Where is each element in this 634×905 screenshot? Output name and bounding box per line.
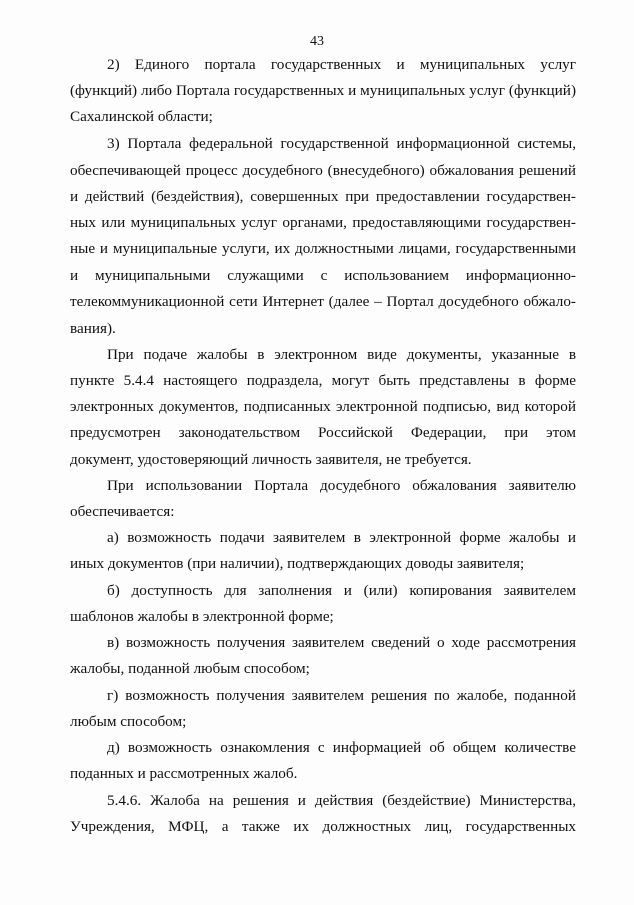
text-line: вания).: [70, 320, 116, 337]
text-line: 3) Портала федеральной государственной информационной системы,: [107, 135, 576, 152]
text-line: и действий (бездействия), совершенных при предоставлении государствен-: [70, 188, 576, 205]
text-line: пункте 5.4.4 настоящего подраздела, могут быть представлены в форме: [70, 372, 576, 389]
text-line: д) возможность ознакомления с информацией об общем количестве: [107, 739, 576, 756]
text-line: любым способом;: [70, 713, 187, 730]
text-line: иных документов (при наличии), подтверждающих доводы заявителя;: [70, 555, 525, 572]
text-line: шаблонов жалобы в электронной форме;: [70, 608, 334, 625]
text-line: ные и муниципальные услуги, их должностными лицами, государственными: [70, 240, 576, 257]
text-line: г) возможность получения заявителем решения по жалобе, поданной: [107, 687, 576, 704]
text-line: и муниципальными служащими с использованием информационно-: [70, 267, 576, 284]
text-line: обеспечивается:: [70, 503, 175, 520]
text-line: документ, удостоверяющий личность заявителя, не требуется.: [70, 451, 472, 468]
text-line: При подаче жалобы в электронном виде документы, указанные в: [107, 346, 576, 363]
text-line: При использовании Портала досудебного обжалования заявителю: [107, 477, 576, 494]
text-line: предусмотрен законодательством Российской Федерации, при этом: [70, 424, 576, 441]
text-line: жалобы, поданной любым способом;: [70, 660, 310, 677]
page-number: 43: [310, 34, 324, 49]
text-line: Учреждения, МФЦ, а также их должностных лиц, государственных: [70, 818, 576, 835]
text-line: телекоммуникационной сети Интернет (далее – Портал досудебного обжало-: [70, 293, 576, 310]
text-line: 2) Единого портала государственных и муниципальных услуг: [107, 56, 576, 73]
text-line: ных или муниципальных услуг органами, предоставляющими государствен-: [70, 214, 576, 231]
text-line: б) доступность для заполнения и (или) копирования заявителем: [107, 582, 576, 599]
text-line: а) возможность подачи заявителем в электронной форме жалобы и: [107, 529, 576, 546]
text-line: Сахалинской области;: [70, 108, 213, 125]
text-line: 5.4.6. Жалоба на решения и действия (бездействие) Министерства,: [107, 792, 576, 809]
text-line: поданных и рассмотренных жалоб.: [70, 765, 298, 782]
text-line: обеспечивающей процесс досудебного (внесудебного) обжалования решений: [70, 162, 576, 179]
text-line: (функций) либо Портала государственных и муниципальных услуг (функций): [70, 82, 576, 99]
text-line: в) возможность получения заявителем сведений о ходе рассмотрения: [107, 634, 576, 651]
text-line: электронных документов, подписанных электронной подписью, вид которой: [70, 398, 576, 415]
